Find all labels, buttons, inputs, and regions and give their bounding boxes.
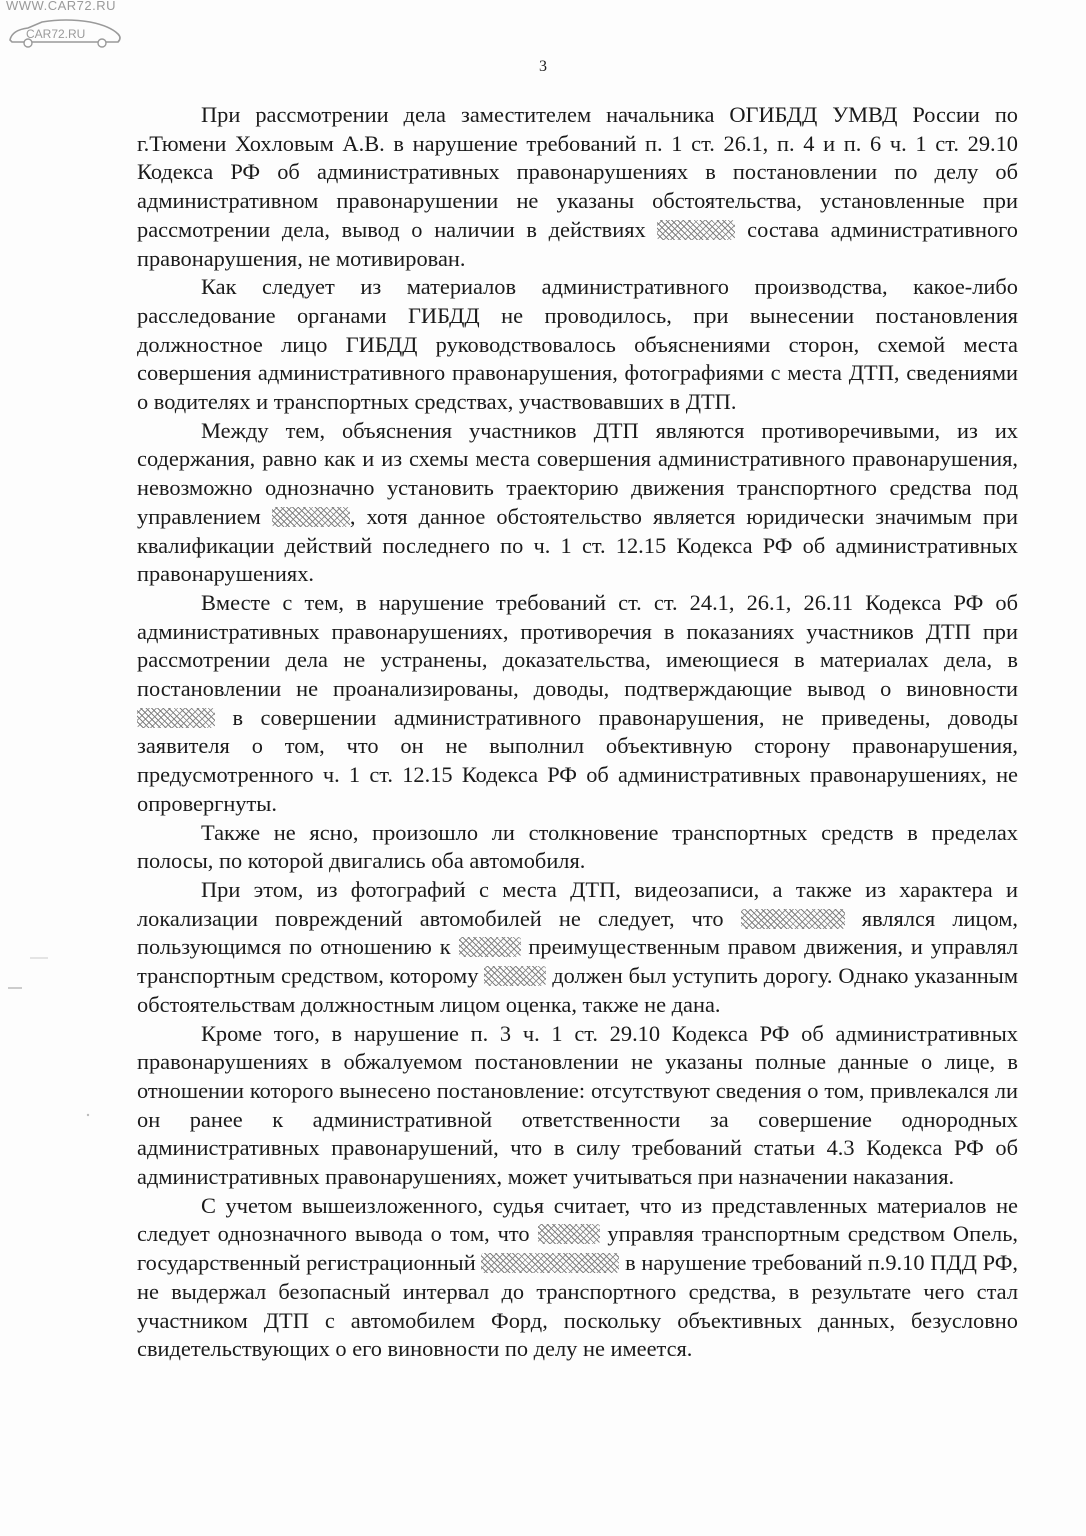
paragraph-text: являлся лицом, пользующимся по отношению к	[137, 905, 1018, 960]
paragraph-text: в совершении административного правонарушения, не приведены, доводы заявителя о том, что он не выполнил объективную сторону правонарушения, предусмотренного ч. 1 ст. 12.15 Кодекса РФ об административных правонарушениях, не опровергнуты.	[137, 704, 1018, 816]
redacted-name	[481, 1253, 619, 1273]
paragraph	[137, 589, 1018, 819]
watermark-url: WWW.CAR72.RU	[6, 0, 116, 13]
paragraph-text: Между тем, объяснения участников ДТП являются противоречивыми, из их содержания, равно как и из схемы места совершения административного правонарушения, невозможно однозначно установить траекторию движения транспортного средства под управлением	[137, 417, 1018, 529]
paragraph-text: При этом, из фотографий с места ДТП, видеозаписи, а также из характера и локализации повреждений автомобилей не следует, что	[137, 876, 1018, 931]
paragraph-text: управляя транспортным средством Опель, государственный регистрационный	[137, 1221, 1018, 1276]
car-logo-icon	[6, 18, 124, 48]
page-number: 3	[539, 58, 547, 75]
paragraph	[137, 417, 1018, 589]
redacted-name	[741, 909, 845, 929]
paragraph	[137, 876, 1018, 1020]
paragraph-text: Кроме того, в нарушение п. 3 ч. 1 ст. 29.10 Кодекса РФ об административных правонарушениях в обжалуемом постановлении не указаны полные данные о лице, в отношении которого вынесено постановление: отсутствуют сведения о том, привлекался ли он ранее к административной ответственности за совершение однородных административных правонарушений, что в силу требований статьи 4.3 Кодекса РФ об административных правонарушениях, может учитываться при назначении наказания.	[137, 1020, 1018, 1190]
paragraph-text: в нарушение требований п.9.10 ПДД РФ, не выдержал безопасный интервал до транспортного средства, в результате чего стал участником ДТП с автомобилем Форд, поскольку объективных данных, безусловно свидетельствующих о его виновности по делу не имеется.	[137, 1250, 1018, 1362]
paragraph	[137, 101, 1018, 273]
site-watermark	[4, 0, 134, 50]
paragraph-text: При рассмотрении дела заместителем начальника ОГИБДД УМВД России по г.Тюмени Хохловым А.В. в нарушение требований п. 1 ст. 26.1, п. 4 и п. 6 ч. 1 ст. 29.10 Кодекса РФ об административных правонарушениях в постановлении по делу об административном правонарушении не указаны обстоятельства, установленные при рассмотрении дела, вывод о наличии в действиях	[137, 102, 1018, 242]
paragraph-text: состава административного правонарушения, не мотивирован.	[137, 216, 1018, 271]
paragraph	[137, 819, 1018, 876]
redacted-name	[538, 1224, 600, 1244]
paragraph	[137, 1192, 1018, 1364]
paragraph-text: Также не ясно, произошло ли столкновение транспортных средств в пределах полосы, по которой двигались оба автомобиля.	[137, 819, 1018, 874]
paragraph-text: должен был уступить дорогу. Однако указанным обстоятельствам должностным лицом оценка, также не дана.	[137, 963, 1018, 1017]
paragraph-text: , хотя данное обстоятельство является юридически значимым при квалификации действий последнего по ч. 1 ст. 12.15 Кодекса РФ об административных правонарушениях.	[137, 503, 1019, 587]
paragraph-text: Вместе с тем, в нарушение требований ст. ст. 24.1, 26.1, 26.11 Кодекса РФ об административных правонарушениях, противоречия в показаниях участников ДТП при рассмотрении дела не устранены, доказательства, имеющиеся в материалах дела, в постановлении не проанализированы, доводы, подтверждающие вывод о виновности	[137, 589, 1018, 702]
watermark-logo-text: CAR72.RU	[26, 27, 86, 41]
paragraph-text: преимущественным правом движения, и управлял транспортным средством, которому	[137, 934, 1018, 989]
redacted-name	[137, 708, 215, 728]
paragraph	[137, 273, 1018, 417]
redacted-name	[484, 966, 546, 986]
redacted-name	[459, 937, 521, 957]
redacted-name	[272, 507, 350, 527]
paragraph	[137, 1020, 1018, 1192]
redacted-name	[657, 220, 735, 240]
paragraph-text: Как следует из материалов административного производства, какое-либо расследование органами ГИБДД не проводилось, при вынесении постановления должностное лицо ГИБДД руководствовалось объяснениями сторон, схемой места совершения административного правонарушения, фотографиями с места ДТП, сведениями о водителях и транспортных средствах, участвовавших в ДТП.	[137, 274, 1018, 415]
paragraph-text: С учетом вышеизложенного, судья считает, что из представленных материалов не следует однозначного вывода о том, что	[137, 1192, 1018, 1247]
document-body	[137, 101, 1018, 1364]
